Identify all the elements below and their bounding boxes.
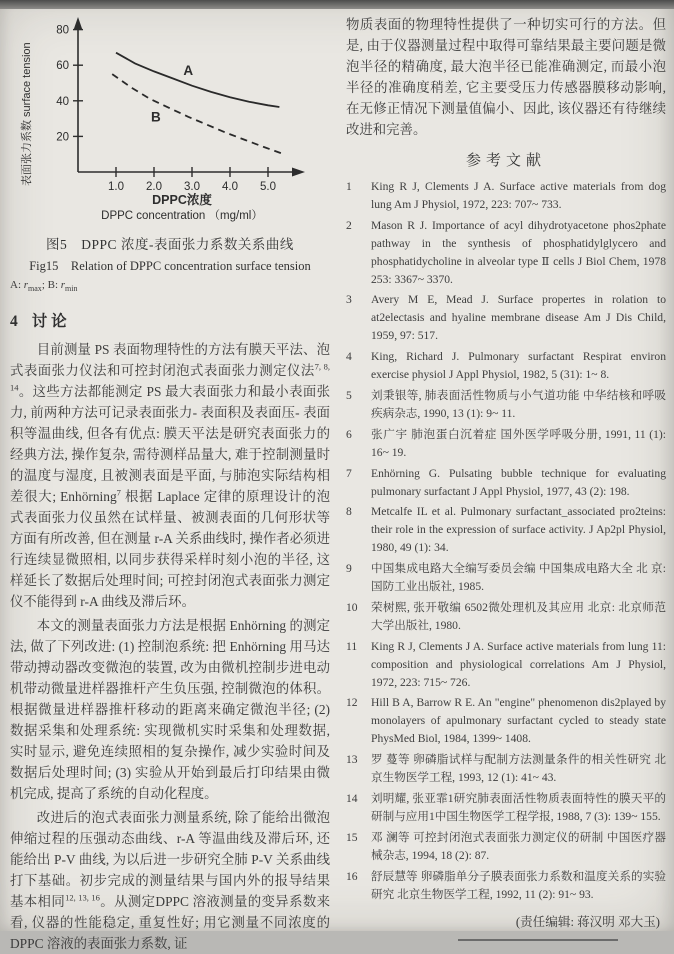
reference-item bbox=[346, 503, 666, 557]
reference-number: 11 bbox=[346, 639, 358, 653]
reference-number: 6 bbox=[346, 427, 352, 441]
text-run: 。这些方法都能测定 PS 最大表面张力和最小表面张力, 前两种方法可记录表面张力- 表面积及表面压- 表面积等温曲线, 但各有优点: 膜天平法是研究表面张力的经典方法, 操作复杂, 需待测样品量大, 难于控制测量时的温度与湿度, 且被测表面是平面, 与肺泡实际结构相差很大; Enhörning bbox=[10, 384, 330, 505]
figure-5 bbox=[10, 14, 330, 293]
text-run: 根据 Laplace 定律的原理设计的泡式表面张力仪虽然在试样量、被测表面的几何形状等方面有所改善, 但在测量 r-A 关系曲线时, 操作者必须进行连续显微照相, 以同步获得采样时刻小泡的半径, 这样延长了数据后处理时间; 可控封闭泡式表面张力测定仪不能得到 r-A 曲线及滞后环。 bbox=[10, 489, 330, 610]
x-axis-arrow-icon bbox=[292, 168, 305, 177]
reference-text: Enhörning G. Pulsating bubble technique for evaluating pulmonary surfactant J Appl Physiol, 1977, 43 (2): 198. bbox=[371, 466, 666, 498]
text-run: 本文的测量表面张力方法是根据 Enhörning 的测定法, 做了下列改进: (1) 控制泡系统: 把 Enhörning 用马达带动搏动器改变微泡的装置, 改为由微机控制步进电动机带动微量进样器推杆产生负压强, 控制微泡的体积。根据微量进样器推杆移动的距离来确定微泡半径; (2) 数据采集和处理系统: 实现微机实时采集和处理数据, 实时显示, 避免连续照相的复杂操作, 减少实验时间及数据后处理时间; (3) 实验从开始到最后打印结果由微机完成, 提高了系统的自动化程度。 bbox=[10, 618, 330, 802]
reference-item bbox=[346, 560, 666, 596]
references-heading: 参考文献 bbox=[465, 153, 546, 169]
left-column bbox=[10, 14, 331, 952]
curve-B bbox=[112, 74, 281, 153]
reference-number: 12 bbox=[346, 696, 358, 710]
legend-b-sub: min bbox=[65, 284, 78, 294]
x-axis-label-en: DPPC concentration （mg/ml） bbox=[101, 210, 263, 222]
reference-text: King, Richard J. Pulmonary surfactant Respirat environ exercise physiol J Appl Physiol, 1982, 5 (31): 1~ 8. bbox=[371, 350, 666, 382]
reference-number: 10 bbox=[346, 600, 358, 614]
text-run: 改进后的泡式表面张力测量系统, 除了能给出微泡伸缩过程的压强动态曲线、r-A 等温曲线及滞后环, 还能给出 P-V 曲线, 为以后进一步研究全肺 P-V 关系曲线打下基础。初步完成的测量结果与国内外的报导结果基本相同 bbox=[10, 810, 330, 910]
figure-caption-cn: 图5 DPPC 浓度-表面张力系数关系曲线 bbox=[46, 237, 294, 252]
curve-A bbox=[116, 53, 279, 107]
y-tick-label: 60 bbox=[56, 60, 69, 73]
reference-text: Avery M E, Mead J. Surface propertes in rolation to at2electasis and hyaline membrane disease Am J Dis Child, 1959, 97: 517. bbox=[371, 293, 666, 343]
reference-number: 2 bbox=[346, 218, 352, 232]
reference-text: Hill B A, Barrow R E. An "engine" phenomenon dis2played by monolayers of apulmonary surfactant cycled to steady state PhysMed Biol, 1984, 1399~ 1408. bbox=[371, 696, 666, 746]
reference-text: 荣树熙, 张开敬编 6502微处理机及其应用 北京: 北京师范大学出版社, 1980. bbox=[371, 600, 666, 632]
y-axis-label: 表面张力系数 surface tension bbox=[21, 42, 33, 186]
reference-item bbox=[346, 426, 666, 462]
reference-number: 7 bbox=[346, 466, 352, 480]
discussion-paragraph-2 bbox=[10, 615, 330, 804]
reference-item bbox=[346, 465, 666, 501]
editors-line: (责任编辑: 蒋汉明 邓大玉) bbox=[515, 915, 660, 930]
reference-text: 张广宇 肺泡蛋白沉着症 国外医学呼吸分册, 1991, 11 (1): 16~ 19. bbox=[371, 427, 666, 459]
legend-separator: ; B: bbox=[41, 279, 61, 291]
x-tick-group bbox=[108, 167, 276, 193]
reference-number: 13 bbox=[346, 753, 358, 767]
legend-a-prefix: A: bbox=[10, 279, 24, 291]
reference-number: 8 bbox=[346, 505, 352, 519]
reference-item bbox=[346, 790, 666, 826]
text-run: 目前测量 PS 表面物理特性的方法有膜天平法、泡式表面张力仪法和可控封闭泡式表面张力测定仪法 bbox=[10, 342, 330, 379]
dppc-chart bbox=[12, 14, 330, 231]
reference-item bbox=[346, 178, 666, 214]
reference-text: King R J, Clements J A. Surface active materials from lung 11: composition and physiological correlations Am J Physiol, 1972, 223: 715~ 726. bbox=[371, 639, 666, 689]
reference-number: 9 bbox=[346, 562, 352, 576]
figure-legend bbox=[10, 279, 330, 293]
reference-number: 14 bbox=[346, 792, 358, 805]
reference-text: 罗 蔓等 卵磷脂试样与配制方法测量条件的相关性研究 北京生物医学工程, 1993, 12 (1): 41~ 43. bbox=[371, 753, 666, 785]
reference-item bbox=[346, 694, 666, 748]
reference-item bbox=[346, 751, 666, 787]
reference-item bbox=[346, 599, 666, 635]
figure-caption-en: Fig15 Relation of DPPC concentration surface tension bbox=[29, 259, 311, 273]
reference-item bbox=[346, 291, 666, 345]
reference-text: 刘秉银等, 肺表面活性物质与小气道功能 中华结核和呼吸疾病杂志, 1990, 13 (1): 9~ 11. bbox=[371, 388, 666, 420]
legend-b-var: r bbox=[60, 279, 66, 291]
reference-list bbox=[346, 178, 666, 903]
reference-text: 舒辰慧等 卵磷脂单分子膜表面张力系数和温度关系的实验研究 北京生物医学工程, 1992, 11 (2): 91~ 93. bbox=[371, 869, 666, 901]
y-tick-label: 40 bbox=[56, 95, 69, 108]
x-tick-label: 1.0 bbox=[108, 181, 124, 193]
x-axis-label-cn: DPPC浓度 bbox=[152, 193, 212, 207]
reference-text: Mason R J. Importance of acyl dihydrotyacetone phos2phate pathway in the synthesis of phosphatidylglycero and phosphatidycholine in alveolar type Ⅱ cells J Biol Chem, 1978 253: 3367~ 3370. bbox=[371, 218, 666, 286]
reference-number: 15 bbox=[346, 830, 358, 844]
reference-item bbox=[346, 217, 666, 289]
right-column bbox=[346, 14, 666, 930]
continuation-paragraph bbox=[346, 14, 666, 140]
reference-number: 16 bbox=[346, 869, 358, 883]
curve-label-A: A bbox=[183, 62, 194, 78]
reference-number: 5 bbox=[346, 388, 352, 402]
y-tick-label: 20 bbox=[56, 131, 69, 144]
footer-rule bbox=[458, 939, 618, 941]
reference-text: King R J, Clements J A. Surface active materials from dog lung Am J Physiol, 1972, 223: 707~ 733. bbox=[371, 180, 666, 211]
discussion-paragraph-3 bbox=[10, 807, 330, 954]
reference-text: 刘明耀, 张亚霏1研究肺表面活性物质表面特性的膜天平的研制与应用1中国生物医学工程学报, 1988, 7 (3): 139~ 155. bbox=[371, 792, 666, 823]
y-tick-label: 80 bbox=[56, 24, 69, 37]
citation-superscript: 12, 13, 16 bbox=[65, 892, 100, 903]
section-heading-discussion bbox=[10, 309, 330, 331]
citation-superscript: 7 bbox=[116, 487, 121, 498]
text-run: 。从测定DPPC 溶液测量的变异系数来看, 仪器的性能稳定, 重复性好; 用它测量不同浓度的DPPC 溶液的表面张力系数, 证 bbox=[10, 894, 331, 952]
section-number: 4 bbox=[10, 313, 18, 331]
x-tick-label: 3.0 bbox=[184, 181, 200, 193]
curve-label-B: B bbox=[151, 109, 161, 125]
reference-text: 中国集成电路大全编写委员会编 中国集成电路大全 北 京: 国防工业出版社, 1985. bbox=[371, 562, 666, 594]
reference-item bbox=[346, 829, 666, 865]
y-tick-group bbox=[56, 25, 83, 144]
y-axis-arrow-icon bbox=[74, 17, 83, 30]
citation-superscript: 7, 8, 14 bbox=[10, 361, 331, 393]
text-run: 物质表面的物理特性提供了一种切实可行的方法。但是, 由于仪器测量过程中取得可靠结果最主要问题是微泡半径的精确度, 最大泡半径已能准确测定, 而最小泡半径的准确度稍差, 它主要受压力传感器膜移动影响, 在无修正情况下测量值偏小、因此, 该仪器还有待继续改进和完善。 bbox=[346, 17, 666, 137]
dppc-surface-tension-chart bbox=[12, 14, 332, 226]
scan-edge-bar bbox=[0, 0, 674, 9]
reference-text: 邓 澜等 可控封闭泡式表面张力测定仪的研制 中国医疗器械杂志, 1994, 18 (2): 87. bbox=[371, 830, 666, 862]
reference-item bbox=[346, 638, 666, 692]
section-title: 讨 论 bbox=[31, 313, 67, 331]
reference-text: Metcalfe IL et al. Pulmonary surfactant_associated pro2teins: their role in the expression of surface activity. J Ap2pl Physiol, 1980, 49 (1): 34. bbox=[371, 505, 666, 555]
reference-item bbox=[346, 348, 666, 384]
reference-number: 4 bbox=[346, 350, 352, 364]
curve-group bbox=[112, 53, 281, 154]
x-tick-label: 5.0 bbox=[260, 181, 276, 193]
reference-item bbox=[346, 387, 666, 423]
legend-a-sub: max bbox=[28, 284, 42, 294]
discussion-paragraph-1 bbox=[10, 339, 330, 612]
reference-item bbox=[346, 868, 666, 904]
x-tick-label: 2.0 bbox=[146, 181, 162, 193]
reference-number: 3 bbox=[346, 293, 352, 307]
legend-a-var: r bbox=[23, 279, 29, 291]
two-column-layout bbox=[10, 14, 666, 952]
x-tick-label: 4.0 bbox=[222, 181, 238, 193]
reference-number: 1 bbox=[346, 180, 352, 193]
